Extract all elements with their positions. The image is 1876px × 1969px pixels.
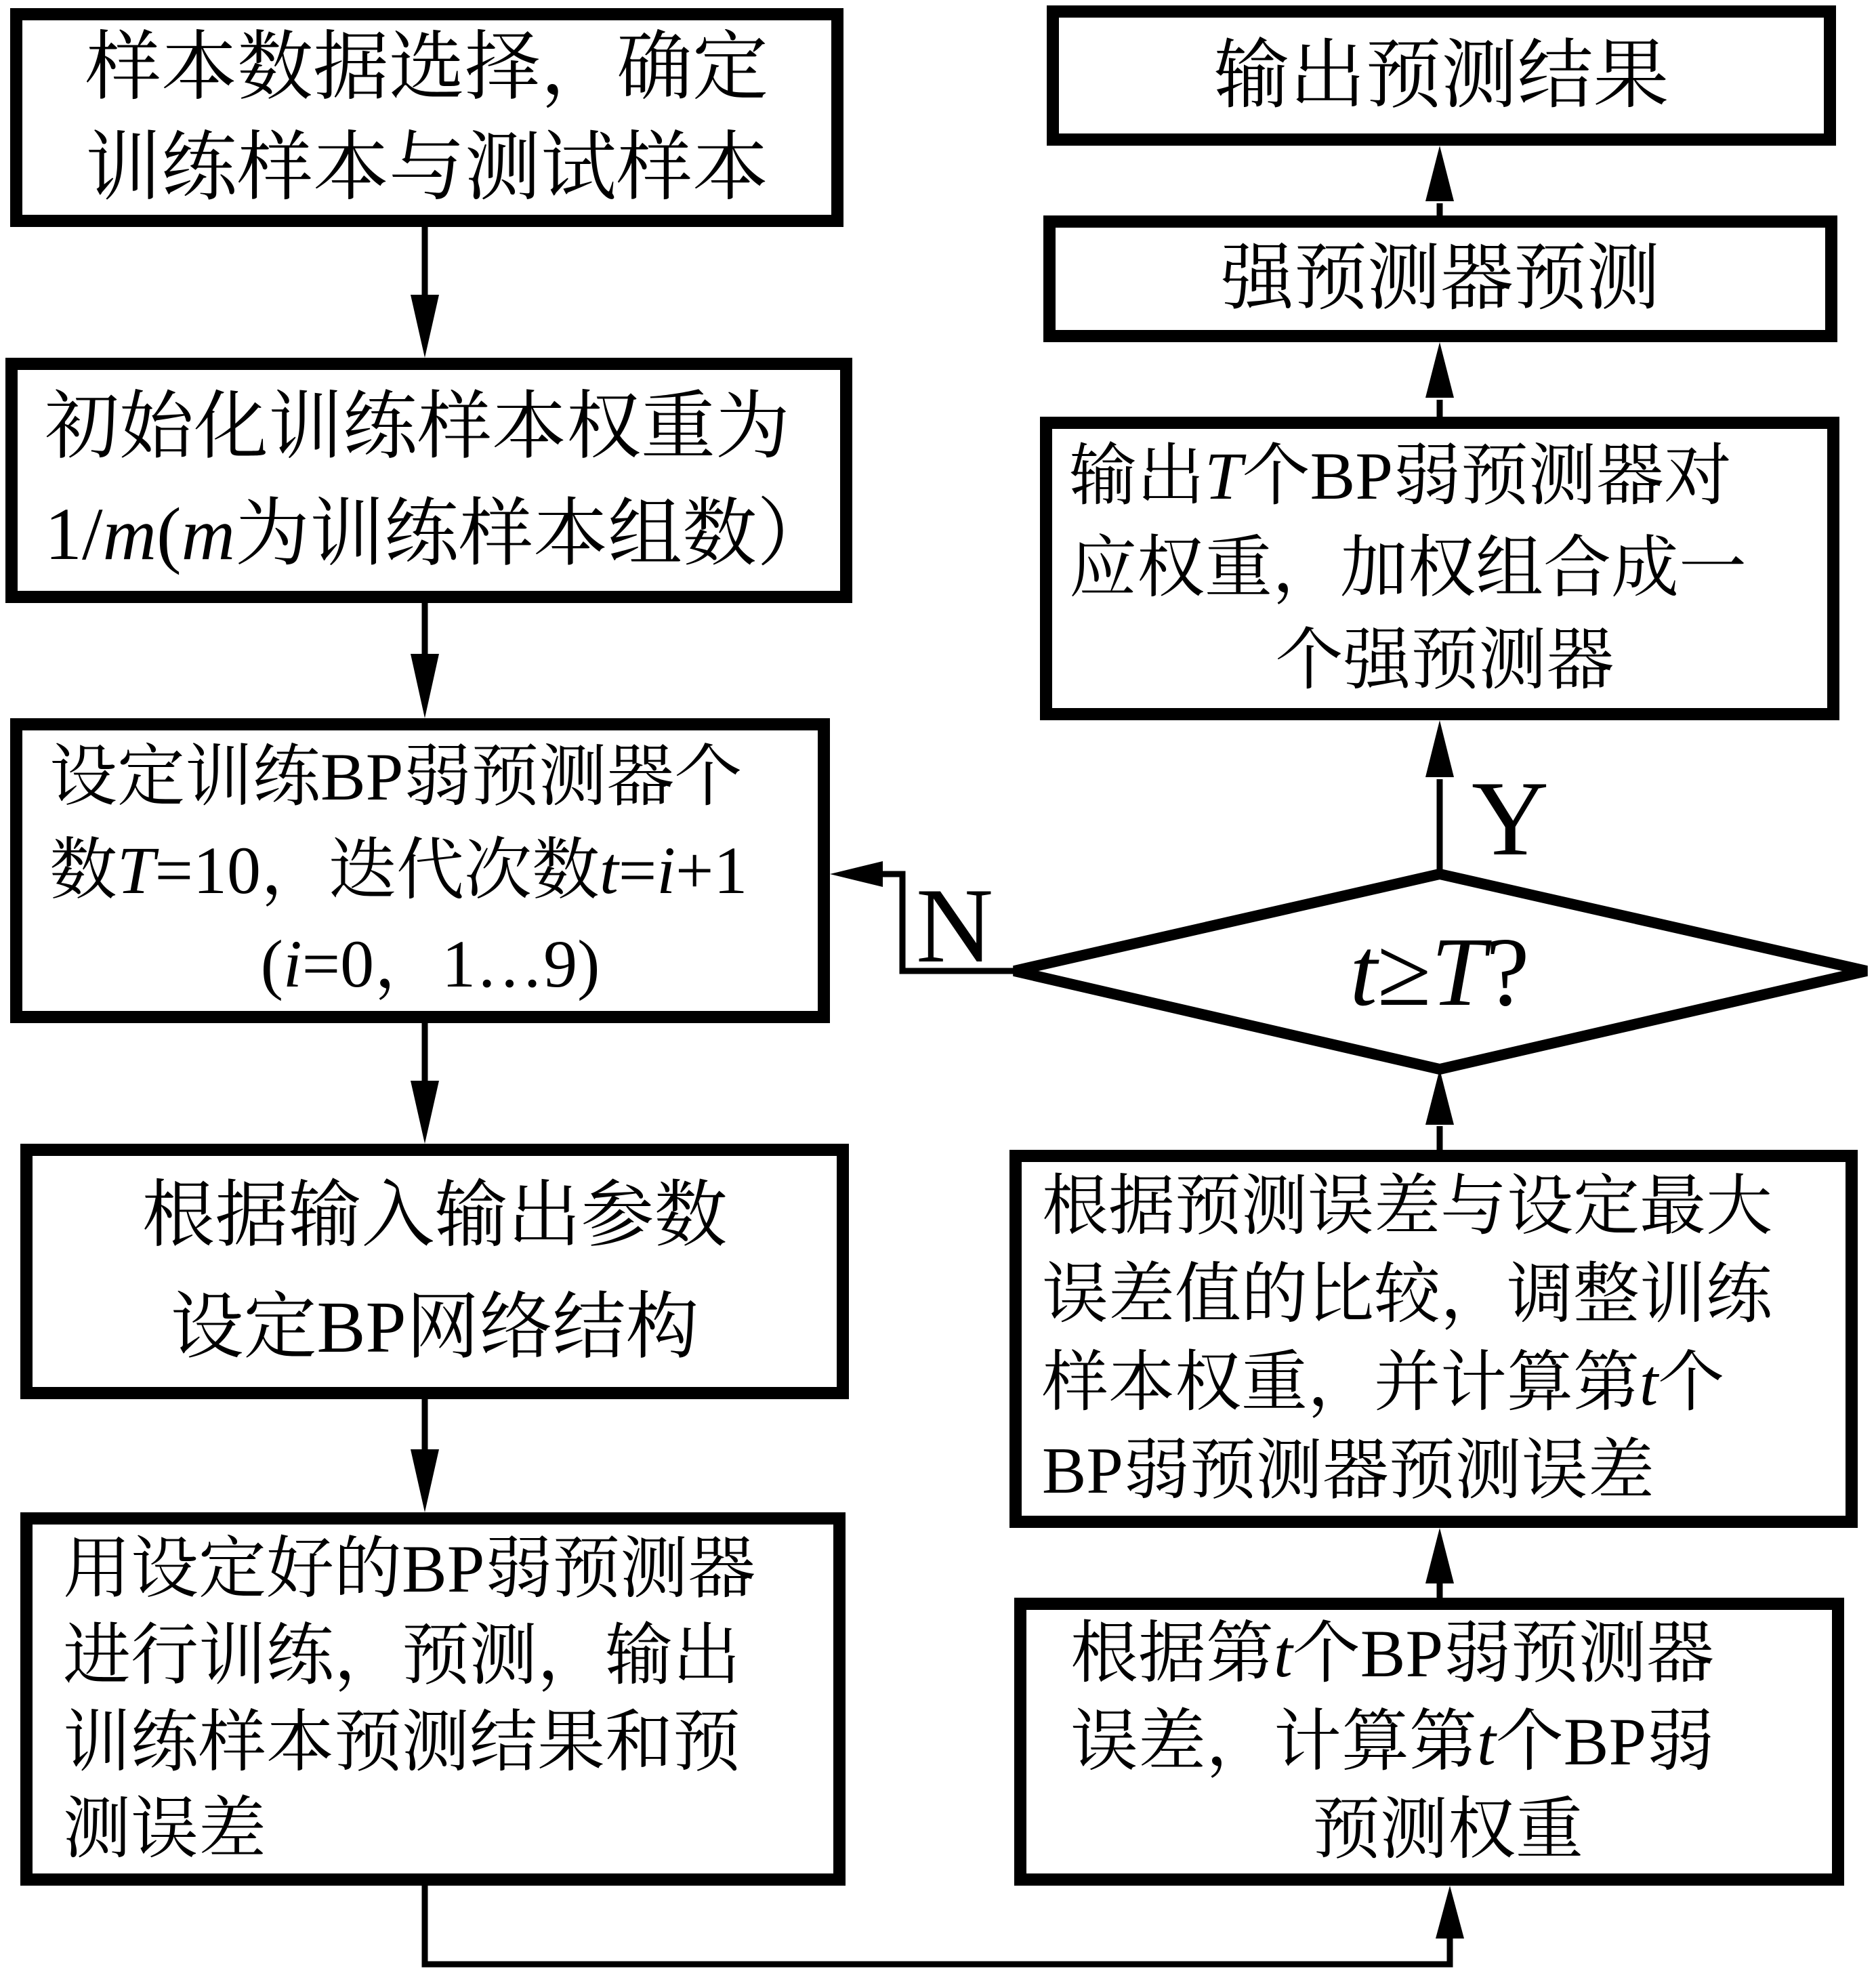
node-text-line: 误差，计算第t个BP弱 [1070, 1703, 1715, 1779]
arrow-setcount-to-structure [411, 1023, 439, 1144]
arrow-strong-to-output [1425, 146, 1454, 215]
node-text-line: 输出预测结果 [1213, 33, 1669, 118]
arrow-combine-to-strong [1425, 342, 1454, 417]
arrow-sample-to-init [411, 227, 439, 358]
node-adjust-sample-weights [1009, 1150, 1858, 1528]
node-text-line: 测误差 [63, 1791, 266, 1867]
arrow-init-to-setcount [411, 603, 439, 718]
node-text-line: 应权重，加权组合成一 [1069, 531, 1747, 606]
node-text-line: 根据输入输出参数 [142, 1175, 728, 1256]
node-text-line: 初始化训练样本权重为 [45, 386, 790, 468]
node-text-line: 预测权重 [1312, 1791, 1583, 1867]
node-output-result [1047, 5, 1836, 146]
arrow-calcweight-to-adjust [1425, 1528, 1454, 1598]
node-init-weights [5, 358, 852, 603]
node-sample-selection [10, 8, 843, 227]
node-calc-predictor-weight [1014, 1598, 1844, 1886]
node-text-line: 样本权重，并计算第t个 [1042, 1346, 1725, 1419]
branch-label-no: N [916, 867, 994, 985]
arrow-decision-to-combine [1425, 720, 1454, 874]
node-text-line: 进行训练，预测，输出 [63, 1617, 741, 1693]
node-strong-predictor-predict [1043, 215, 1837, 342]
node-text-line: 设定BP网络结构 [170, 1287, 699, 1368]
arrow-adjust-to-decision [1425, 1069, 1454, 1150]
node-text-line: 训练样本预测结果和预 [63, 1704, 741, 1780]
node-text-line: 训练样本与测试样本 [85, 125, 768, 210]
node-text-line: 强预测器预测 [1220, 239, 1660, 319]
node-set-bp-structure [20, 1144, 849, 1399]
node-text-line: (i=0，1…9) [260, 926, 600, 1001]
arrow-structure-to-train [411, 1399, 439, 1512]
node-train-and-predict [20, 1512, 846, 1886]
node-text-line: 1/m(m为训练样本组数） [45, 493, 832, 575]
decision-condition-text: t ≥ T ? [1350, 918, 1530, 1027]
node-set-predictor-count [10, 718, 830, 1023]
node-text-line: 根据预测误差与设定最大 [1042, 1170, 1773, 1243]
node-text-line: 误差值的比较，调整训练 [1042, 1258, 1773, 1331]
node-text-line: BP弱预测器预测误差 [1042, 1434, 1654, 1508]
node-combine-strong-predictor [1040, 417, 1839, 720]
node-text-line: 用设定好的BP弱预测器 [63, 1531, 756, 1607]
node-text-line: 输出T个BP弱预测器对 [1069, 438, 1732, 514]
node-text-line: 样本数据选择，确定 [85, 25, 768, 110]
node-text-line: 数T=10，迭代次数t=i+1 [49, 833, 748, 908]
node-text-line: 根据第t个BP弱预测器 [1070, 1615, 1715, 1691]
connector-train-to-calcweight [425, 1886, 1464, 1964]
branch-label-yes: Y [1472, 760, 1549, 878]
node-text-line: 个强预测器 [1275, 623, 1614, 698]
node-text-line: 设定训练BP弱预测器个 [49, 739, 743, 814]
